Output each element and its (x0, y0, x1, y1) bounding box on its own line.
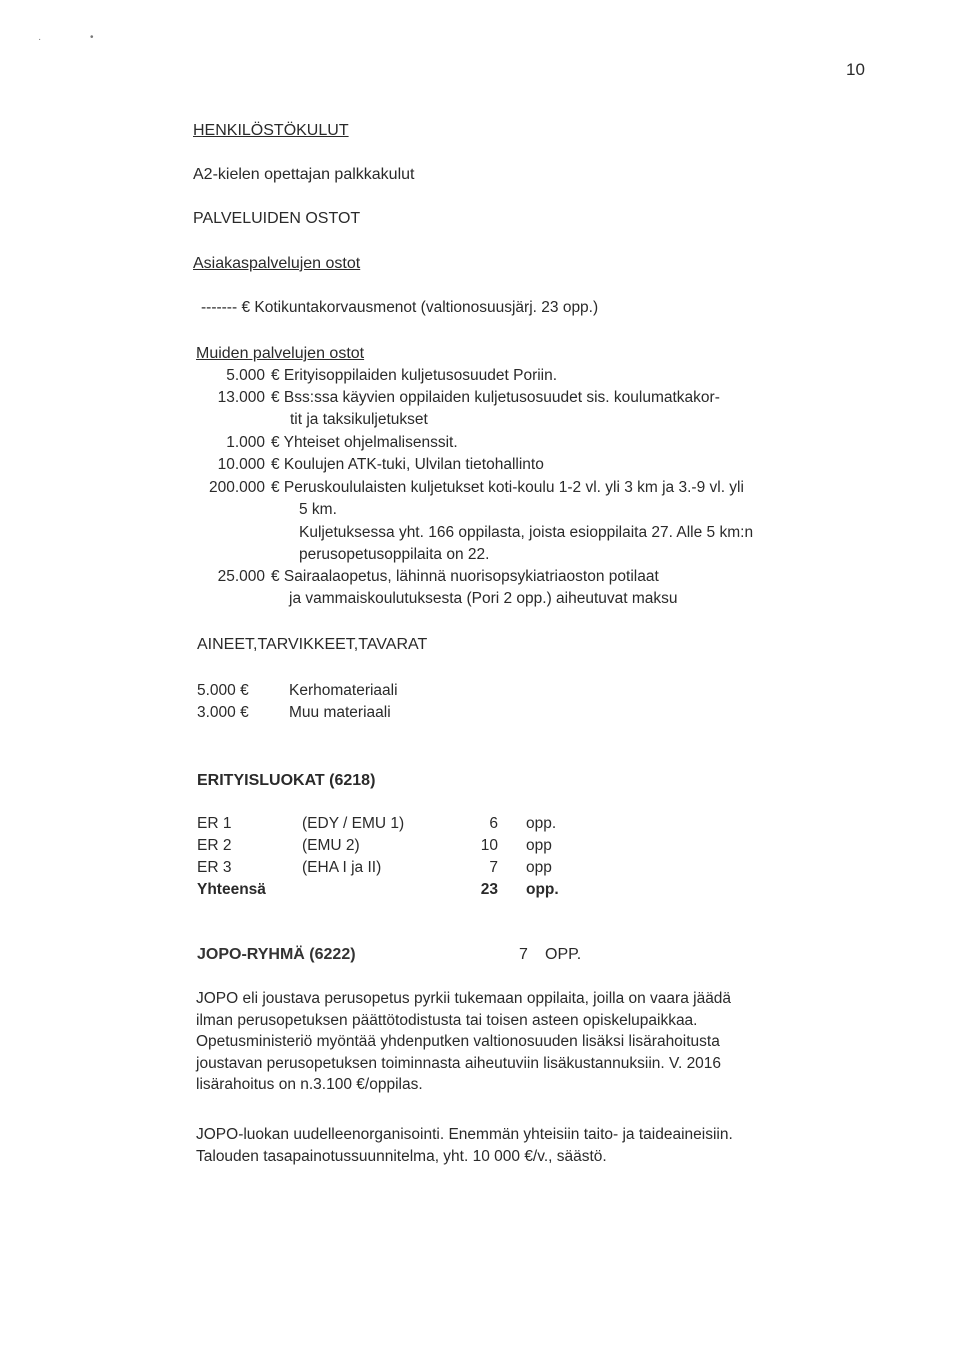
aineet-label: Muu materiaali (289, 704, 391, 721)
item-text: € Koulujen ATK-tuki, Ulvilan tietohallinto (271, 456, 544, 473)
heading-muiden-palvelujen-ostot: Muiden palvelujen ostot (196, 345, 365, 362)
jopo-paragraph-2 (196, 1124, 876, 1167)
cell-group: (EDY / EMU 1) (302, 815, 405, 832)
cell-group: (EHA I ja II) (302, 859, 382, 876)
paragraph-line: Talouden tasapainotussuunnitelma, yht. 10 000 €/v., säästö. (196, 1147, 607, 1165)
kotikunta-text: € Kotikuntakorvausmenot (valtionosuusjärj. 23 opp.) (241, 299, 599, 316)
paragraph-line: JOPO eli joustava perusopetus pyrkii tukemaan oppilaita, joilla on vaara jäädä (196, 990, 732, 1007)
cell-count: 7 (489, 859, 498, 876)
item-text-cont: 5 km. (299, 501, 337, 518)
page-number: 10 (846, 60, 865, 79)
item-text: € Sairaalaopetus, lähinnä nuorisopsykiatriaoston potilaat (271, 568, 659, 585)
heading-erityisluokat: ERITYISLUOKAT (6218) (197, 772, 376, 789)
paragraph-line: Opetusministeriö myöntää yhdenputken valtionosuuden lisäksi lisärahoitusta (196, 1033, 720, 1050)
cell-class: ER 3 (197, 859, 232, 876)
item-text-cont: perusopetusoppilaita on 22. (299, 546, 490, 563)
total-label: Yhteensä (197, 881, 266, 898)
paragraph-line: joustavan perusopetuksen toiminnasta aiheutuviin lisäkustannuksiin. V. 2016 (196, 1054, 722, 1072)
paragraph-line: ilman perusopetuksen päättötodistusta tai toisen asteen opiskelupaikkaa. (196, 1011, 698, 1029)
cell-class: ER 1 (197, 815, 232, 832)
heading-henkilostokulut: HENKILÖSTÖKULUT (193, 122, 349, 139)
jopo-count: 7 (519, 946, 528, 963)
item-text: € Yhteiset ohjelmalisenssit. (271, 434, 458, 451)
kotikunta-line (201, 299, 598, 317)
heading-asiakaspalvelujen-ostot: Asiakaspalvelujen ostot (193, 255, 361, 272)
aineet-label: Kerhomateriaali (289, 682, 398, 699)
total-count: 23 (480, 881, 498, 898)
scan-mark: • (90, 32, 94, 43)
item-text: Kuljetuksessa yht. 166 oppilasta, joista esioppilaita 27. Alle 5 km:n (299, 524, 754, 541)
scan-mark: · (38, 34, 42, 45)
cell-unit: opp (526, 837, 552, 854)
heading-aineet: AINEET,TARVIKKEET,TAVARAT (197, 636, 428, 653)
item-text: € Bss:ssa käyvien oppilaiden kuljetusosuudet sis. koulumatkakor- (271, 389, 720, 406)
jopo-unit: OPP. (545, 946, 582, 963)
amount: 1.000 (226, 434, 265, 451)
jopo-paragraph-1 (196, 988, 876, 1096)
item-text-cont: tit ja taksikuljetukset (290, 411, 428, 428)
dash-placeholder: ------- (201, 299, 238, 316)
total-unit: opp. (526, 881, 559, 898)
amount: 25.000 (217, 568, 265, 585)
heading-palveluiden-ostot: PALVELUIDEN OSTOT (193, 210, 361, 227)
amount: 200.000 (208, 479, 265, 496)
aineet-amount: 5.000 € (197, 682, 249, 699)
a2-line: A2-kielen opettajan palkkakulut (193, 166, 415, 183)
item-text-cont: ja vammaiskoulutuksesta (Pori 2 opp.) aiheutuvat maksu (289, 590, 678, 607)
amount: 10.000 (217, 456, 265, 473)
amount: 5.000 (226, 367, 265, 384)
cell-count: 10 (480, 837, 498, 854)
paragraph-line: JOPO-luokan uudelleenorganisointi. Enemmän yhteisiin taito- ja taideaineisiin. (196, 1126, 733, 1143)
cell-unit: opp. (526, 815, 557, 832)
aineet-amount: 3.000 € (197, 704, 249, 721)
cell-class: ER 2 (197, 837, 232, 854)
cell-count: 6 (489, 815, 498, 832)
cell-unit: opp (526, 859, 552, 876)
item-text: € Peruskoululaisten kuljetukset koti-koulu 1-2 vl. yli 3 km ja 3.-9 vl. yli (271, 479, 744, 496)
item-text: € Erityisoppilaiden kuljetusosuudet Poriin. (271, 367, 558, 384)
heading-jopo: JOPO-RYHMÄ (6222) (197, 946, 356, 963)
cell-group: (EMU 2) (302, 837, 360, 854)
paragraph-line: lisärahoitus on n.3.100 €/oppilas. (196, 1076, 423, 1093)
amount: 13.000 (217, 389, 265, 406)
